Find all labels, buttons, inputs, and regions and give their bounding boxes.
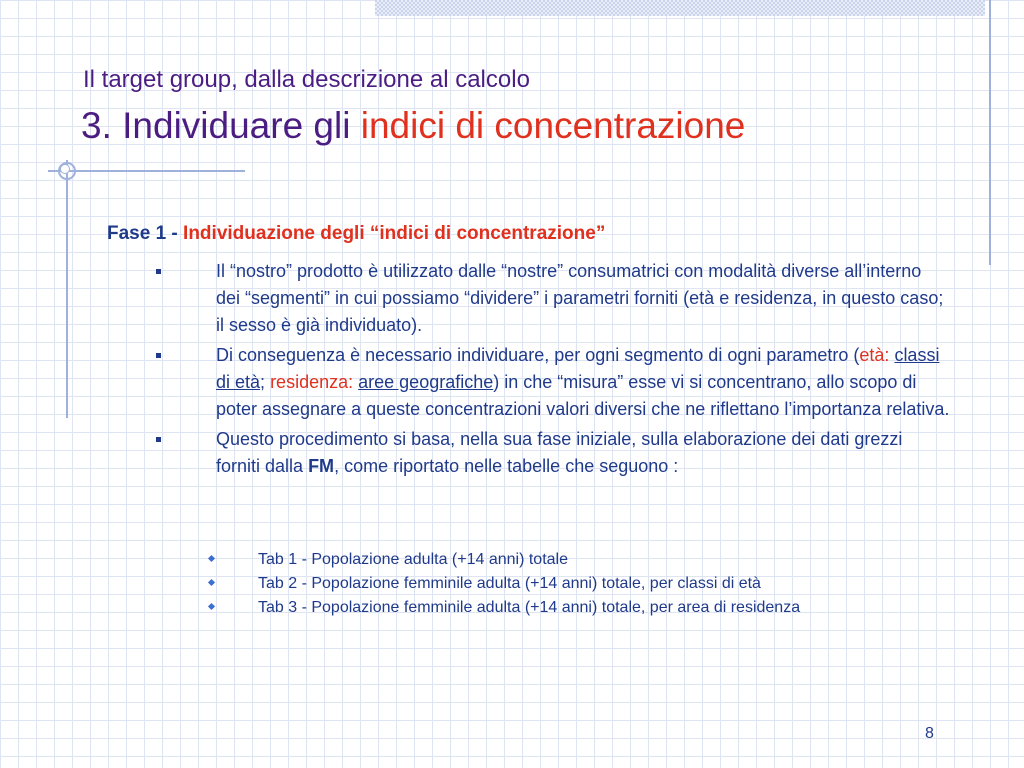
bullet2-sep: ;: [260, 372, 271, 392]
bullet-square-icon: [156, 437, 161, 442]
bullet3-part1: Questo procedimento si basa, nella sua fase iniziale, sulla elaborazione dei dati grezzi forniti dalla: [216, 429, 903, 476]
left-decorative-line: [66, 160, 68, 418]
diamond-bullet-icon: [208, 579, 215, 586]
bullet-item-2: [150, 342, 950, 423]
sub-item-tab2: [205, 573, 965, 594]
sub-item-text: Tab 2 - Popolazione femminile adulta (+14 anni) totale, per classi di età: [258, 575, 761, 592]
bullet2-eta-label: età:: [859, 345, 890, 365]
phase-prefix: Fase 1 -: [107, 223, 184, 244]
sub-item-text: Tab 3 - Popolazione femminile adulta (+14 anni) totale, per area di residenza: [258, 599, 801, 616]
title-highlight: indici di concentrazione: [360, 105, 746, 146]
slide-title-line1: Il target group, dalla descrizione al calcolo: [83, 66, 530, 93]
bullet3-fm: FM: [308, 456, 335, 476]
page-number: 8: [925, 725, 934, 742]
bullet-text-1: Il “nostro” prodotto è utilizzato dalle “nostre” consumatrici con modalità diverse all’interno dei “segmenti” in cui possiamo “dividere” i parametri forniti (età e residenza, in questo caso; il sesso è già individuato).: [216, 261, 944, 335]
title-prefix: 3. Individuare gli: [81, 105, 361, 146]
diamond-bullet-icon: [208, 555, 215, 562]
bullet2-residenza-label: residenza:: [270, 372, 354, 392]
phase-highlight: Individuazione degli “indici di concentrazione”: [183, 223, 606, 244]
bullet3-part2: , come riportato nelle tabelle che seguono :: [334, 456, 679, 476]
bullet2-residenza-value: aree geografiche: [358, 372, 494, 392]
bullet-item-3: [150, 426, 950, 480]
table-reference-list: [205, 549, 965, 621]
right-decorative-line: [989, 0, 991, 265]
sub-item-tab1: [205, 549, 965, 570]
bullet2-part2: ) in che “misura” esse vi si concentrano, allo scopo di poter assegnare a queste concentrazioni valori diversi che ne riflettano l’importanza relativa.: [216, 372, 950, 419]
main-bullet-list: [150, 258, 950, 483]
top-decorative-band: [375, 0, 985, 16]
bullet2-part1: Di conseguenza è necessario individuare, per ogni segmento di ogni parametro (: [216, 345, 860, 365]
bullet-square-icon: [156, 353, 161, 358]
title-underline: [48, 170, 245, 172]
slide-title-line2: [81, 105, 745, 147]
sub-item-text: Tab 1 - Popolazione adulta (+14 anni) totale: [258, 551, 568, 568]
crosshair-center: [60, 164, 70, 174]
sub-item-tab3: [205, 597, 965, 618]
phase-heading: [107, 223, 605, 245]
bullet-item-1: [150, 258, 950, 339]
bullet2-eta-value: classi di età: [216, 345, 940, 392]
diamond-bullet-icon: [208, 603, 215, 610]
bullet-square-icon: [156, 269, 161, 274]
